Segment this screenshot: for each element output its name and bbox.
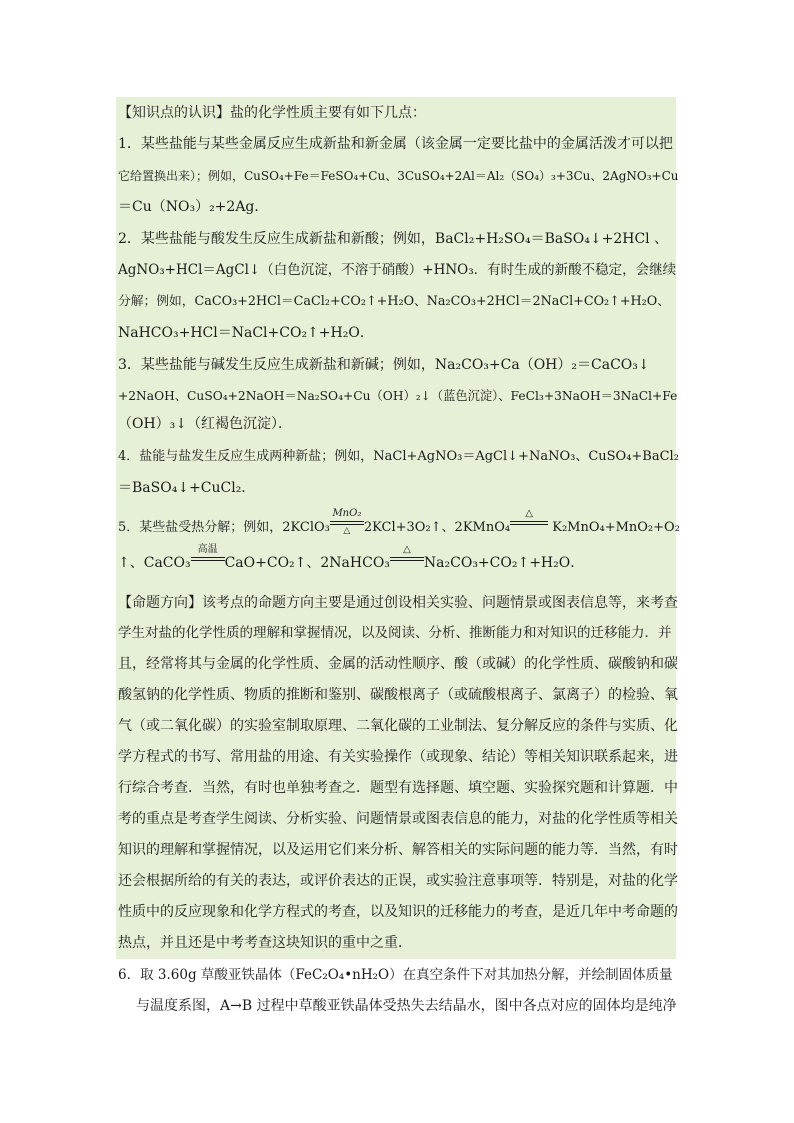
direction-line10: 还会根据所给的有关的表达，或评价表达的正误，或实验注意事项等．特别是，对盐的化学 bbox=[118, 873, 678, 889]
high-temp-label: 高温 bbox=[197, 544, 218, 555]
question6-line1: 6．取 3.60g 草酸亚铁晶体（FeC₂O₄•nH₂O）在真空条件下对其加热分解，并绘制固体质量 bbox=[118, 967, 673, 983]
item1-line1: 1．某些盐能与某些金属反应生成新盐和新金属（该金属一定要比盐中的金属活泼才可以把 bbox=[118, 136, 673, 152]
catalyst-label: MnO₂ bbox=[332, 508, 362, 519]
item3-line1: 3．某些盐能与碱发生反应生成新盐和新碱；例如，Na₂CO₃+Ca（OH）₂＝CaCO₃↓ bbox=[118, 357, 650, 373]
question6-line2: 与温度系图，A→B 过程中草酸亚铁晶体受热失去结晶水，图中各点对应的固体均是纯净 bbox=[136, 998, 677, 1014]
item5-line2-part-b: CaO+CO₂↑、2NaHCO₃ bbox=[224, 555, 390, 571]
direction-line9: 知识的理解和掌握情况，以及运用它们来分析、解答相关的实际问题的能力等．当然，有时 bbox=[118, 842, 678, 858]
direction-line3: 且，经常将其与金属的化学性质、金属的活动性顺序、酸（或碱）的化学性质、碳酸钠和碳 bbox=[118, 656, 678, 672]
direction-line12: 热点，并且还是中考考查这块知识的重中之重． bbox=[118, 935, 412, 951]
item5-line2-part-c: Na₂CO₃+CO₂↑+H₂O． bbox=[423, 555, 585, 571]
item4-line1: 4．盐能与盐发生反应生成两种新盐；例如，NaCl+AgNO₃＝AgCl↓+NaNO₃、CuSO₄+BaCl₂ bbox=[118, 449, 679, 464]
catalyst-heat-equals-sign bbox=[330, 508, 364, 536]
direction-line11: 性质中的反应现象和化学方程式的考查，以及知识的迁移能力的考查，是近几年中考命题的 bbox=[118, 904, 678, 920]
item2-line2: AgNO₃+HCl＝AgCl↓（白色沉淀，不溶于硝酸）+HNO₃．有时生成的新酸不稳定，会继续 bbox=[118, 262, 677, 278]
item2-line3: 分解；例如，CaCO₃+2HCl＝CaCl₂+CO₂↑+H₂O、Na₂CO₃+2HCl＝2NaCl+CO₂↑+H₂O、 bbox=[118, 294, 670, 309]
heat-symbol: △ bbox=[403, 544, 411, 555]
heat-symbol: △ bbox=[525, 508, 533, 519]
item2-line1: 2．某些盐能与酸发生反应生成新盐和新酸；例如，BaCl₂+H₂SO₄＝BaSO₄↓+2HCl 、 bbox=[118, 231, 669, 247]
direction-line1: 【命题方向】该考点的命题方向主要是通过创设相关实验、问题情景或图表信息等，来考查 bbox=[118, 595, 678, 611]
direction-line7: 行综合考查．当然，有时也单独考查之．题型有选择题、填空题、实验探究题和计算题．中 bbox=[118, 780, 678, 796]
item5-line2 bbox=[118, 544, 678, 573]
item5-line1-part-a: 5．某些盐受热分解；例如，2KClO₃ bbox=[118, 520, 330, 535]
direction-line8: 考的重点是考查学生阅读、分析实验、问题情景或图表信息的能力，对盐的化学性质等相关 bbox=[118, 811, 678, 827]
item5-line1-part-c: K₂MnO₄+MnO₂+O₂ bbox=[548, 520, 680, 535]
direction-line2: 学生对盐的化学性质的理解和掌握情况，以及阅读、分析、推断能力和对知识的迁移能力．并 bbox=[118, 625, 672, 641]
heat-equals-sign bbox=[390, 544, 424, 567]
item4-line2: ＝BaSO₄↓+CuCl₂． bbox=[118, 480, 256, 496]
high-temp-equals-sign bbox=[191, 544, 225, 567]
knowledge-heading: 【知识点的认识】盐的化学性质主要有如下几点： bbox=[118, 105, 426, 121]
item2-line4: NaHCO₃+HCl＝NaCl+CO₂↑+H₂O． bbox=[118, 325, 374, 341]
heat-symbol: △ bbox=[343, 526, 351, 536]
item1-line3: ＝Cu（NO₃）₂+2Ag． bbox=[118, 199, 269, 215]
item5-line2-part-a: ↑、CaCO₃ bbox=[118, 555, 191, 571]
direction-line6: 学方程式的书写、常用盐的用途、有关实验操作（或现象、结论）等相关知识联系起来，进 bbox=[118, 749, 678, 765]
item3-line3: （OH）₃↓（红褐色沉淀）． bbox=[118, 416, 293, 432]
item1-line2: 它给置换出来）；例如，CuSO₄+Fe＝FeSO₄+Cu、3CuSO₄+2Al＝Al₂（SO₄）₃+3Cu、2AgNO₃+Cu bbox=[118, 169, 679, 183]
item5-line1 bbox=[118, 508, 680, 538]
direction-line4: 酸氢钠的化学性质、物质的推断和鉴别、碳酸根离子（或硫酸根离子、氯离子）的检验、氧 bbox=[118, 687, 678, 703]
heat-equals-sign bbox=[510, 508, 548, 531]
item3-line2: +2NaOH、CuSO₄+2NaOH＝Na₂SO₄+Cu（OH）₂↓（蓝色沉淀）、FeCl₃+3NaOH＝3NaCl+Fe bbox=[118, 389, 678, 403]
item5-line1-part-b: 2KCl+3O₂↑、2KMnO₄ bbox=[363, 520, 511, 535]
direction-line5: 气（或二氧化碳）的实验室制取原理、二氧化碳的工业制法、复分解反应的条件与实质、化 bbox=[118, 718, 678, 734]
